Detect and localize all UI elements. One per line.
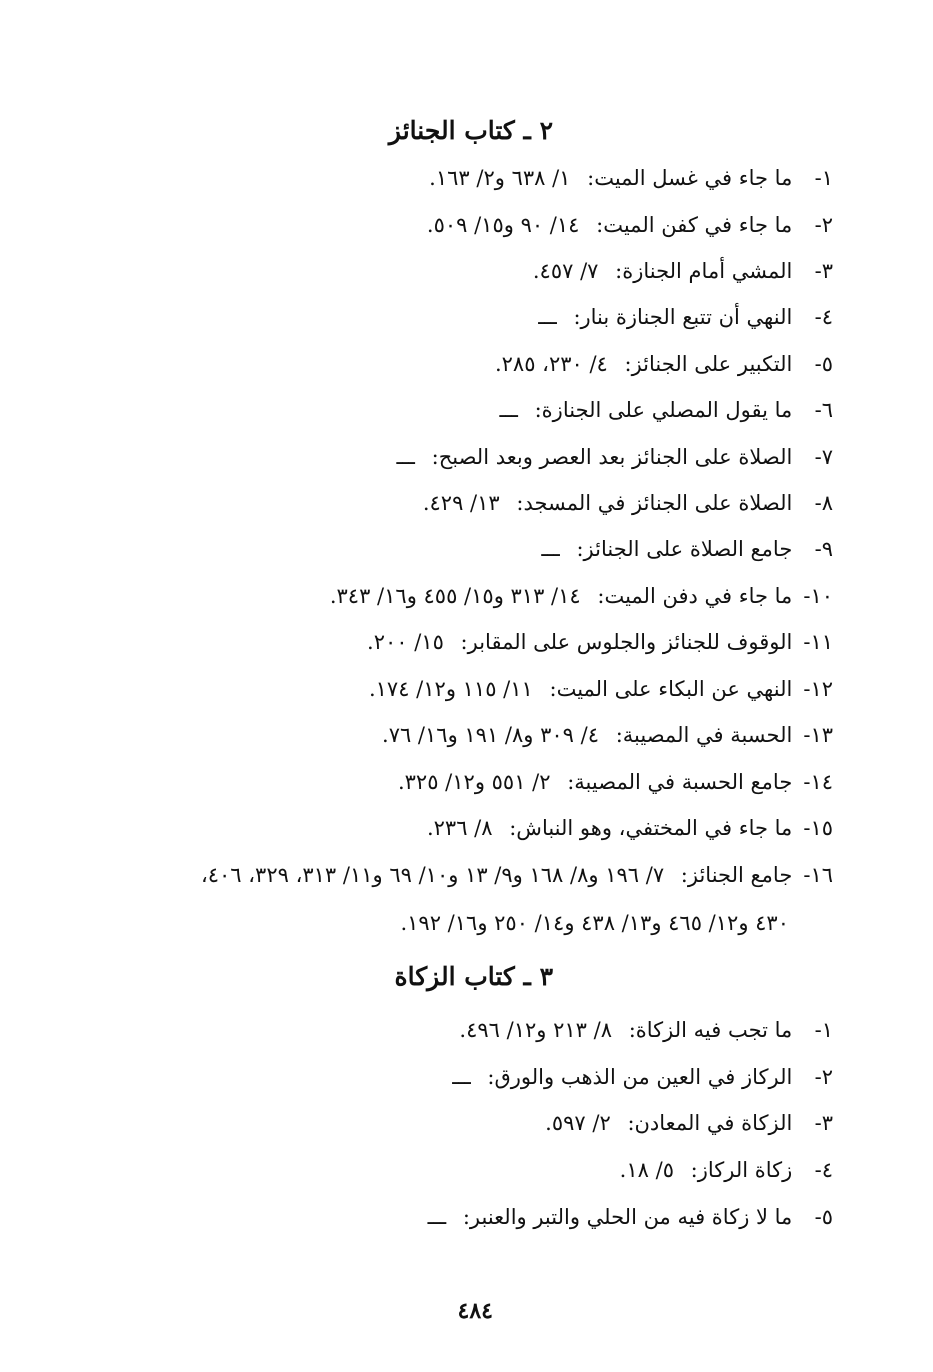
entry-number: ١٥- bbox=[803, 816, 833, 840]
entry-refs: ٨/ ٢١٣ و١٢/ ٤٩٦. bbox=[459, 1018, 612, 1042]
entry-refs: ـــ bbox=[541, 537, 560, 561]
entry-refs-continued: ٤٣٠ و١٢/ ٤٦٥ و١٣/ ٤٣٨ و١٤/ ٢٥٠ و١٦/ ١٩٢. bbox=[400, 911, 789, 935]
entry-funerals-5 bbox=[495, 352, 833, 377]
entry-refs: ٢/ ٥٩٧. bbox=[545, 1111, 611, 1135]
entry-number: ٤- bbox=[814, 1158, 833, 1182]
entry-number: ٨- bbox=[814, 491, 833, 515]
entry-number: ١١- bbox=[803, 630, 833, 654]
entry-number: ٣- bbox=[814, 259, 833, 283]
entry-funerals-16 bbox=[201, 863, 833, 888]
entry-funerals-7 bbox=[396, 445, 833, 470]
entry-zakat-2 bbox=[452, 1065, 833, 1090]
entry-funerals-14 bbox=[398, 770, 833, 795]
section-heading-zakat: ٣ ـ كتاب الزكاة bbox=[394, 962, 553, 991]
entry-title: المشي أمام الجنازة: bbox=[615, 259, 793, 283]
entry-funerals-6 bbox=[499, 398, 833, 423]
entry-title: النهي عن البكاء على الميت: bbox=[549, 677, 793, 701]
entry-title: الركاز في العين من الذهب والورق: bbox=[487, 1065, 793, 1089]
entry-title: ما جاء في المختفي، وهو النباش: bbox=[509, 816, 793, 840]
entry-title: الصلاة على الجنائز بعد العصر وبعد الصبح: bbox=[431, 445, 793, 469]
entry-title: ما جاء في دفن الميت: bbox=[597, 584, 793, 608]
entry-zakat-1 bbox=[459, 1018, 833, 1043]
entry-number: ٥- bbox=[814, 352, 833, 376]
entry-zakat-5 bbox=[428, 1205, 833, 1230]
entry-number: ٦- bbox=[814, 398, 833, 422]
entry-number: ١- bbox=[814, 166, 833, 190]
entry-refs: ـــ bbox=[396, 445, 415, 469]
entry-refs: ٧/ ١٩٦ و٨/ ١٦٨ و٩/ ١٣ و١٠/ ٦٩ و١١/ ٣١٣، ٣٢٩، ٤٠٦، bbox=[200, 863, 665, 887]
section-heading-funerals: ٢ ـ كتاب الجنائز bbox=[388, 116, 553, 145]
entry-number: ٧- bbox=[814, 445, 833, 469]
entry-title: زكاة الركاز: bbox=[690, 1158, 793, 1182]
entry-refs: ٧/ ٤٥٧. bbox=[532, 259, 599, 283]
entry-refs: ١٣/ ٤٢٩. bbox=[422, 491, 500, 515]
entry-funerals-13 bbox=[382, 723, 833, 748]
entry-funerals-12 bbox=[369, 677, 833, 702]
entry-title: ما يقول المصلي على الجنازة: bbox=[534, 398, 793, 422]
entry-number: ١- bbox=[814, 1018, 833, 1042]
entry-funerals-8 bbox=[423, 491, 833, 516]
entry-refs: ٨/ ٢٣٦. bbox=[426, 816, 493, 840]
entry-title: الحسبة في المصيبة: bbox=[615, 723, 793, 747]
entry-refs: ١٤/ ٣١٣ و١٥/ ٤٥٥ و١٦/ ٣٤٣. bbox=[329, 584, 581, 608]
entry-number: ٤- bbox=[814, 305, 833, 329]
entry-number: ١٦- bbox=[803, 863, 833, 887]
page-number: ٤٨٤ bbox=[457, 1298, 493, 1324]
entry-funerals-11 bbox=[367, 630, 833, 655]
entry-funerals-10 bbox=[330, 584, 833, 609]
entry-funerals-3 bbox=[533, 259, 833, 284]
entry-funerals-15 bbox=[427, 816, 833, 841]
entry-title: ما لا زكاة فيه من الحلي والتبر والعنبر: bbox=[462, 1205, 793, 1229]
entry-title: جامع الحسبة في المصيبة: bbox=[567, 770, 793, 794]
entry-funerals-1 bbox=[429, 166, 833, 191]
entry-number: ١٤- bbox=[803, 770, 833, 794]
entry-refs: ٤/ ٢٣٠، ٢٨٥. bbox=[494, 352, 608, 376]
entry-number: ٩- bbox=[814, 537, 833, 561]
entry-number: ١٣- bbox=[803, 723, 833, 747]
entry-title: الوقوف للجنائز والجلوس على المقابر: bbox=[460, 630, 793, 654]
entry-funerals-2 bbox=[427, 213, 833, 238]
entry-funerals-4 bbox=[538, 305, 833, 330]
entry-refs: ١٤/ ٩٠ و١٥/ ٥٠٩. bbox=[426, 213, 580, 237]
entry-number: ٢- bbox=[814, 213, 833, 237]
entry-refs: ٢/ ٥٥١ و١٢/ ٣٢٥. bbox=[397, 770, 551, 794]
entry-refs: ١/ ٦٣٨ و٢/ ١٦٣. bbox=[429, 166, 571, 190]
entry-refs: ١١/ ١١٥ و١٢/ ١٧٤. bbox=[368, 677, 533, 701]
entry-zakat-4 bbox=[620, 1158, 833, 1183]
entry-refs: ـــ bbox=[427, 1205, 447, 1229]
entry-refs: ـــ bbox=[452, 1065, 471, 1089]
entry-number: ٥- bbox=[814, 1205, 833, 1229]
entry-title: ما جاء في غسل الميت: bbox=[587, 166, 793, 190]
entry-refs: ٥/ ١٨. bbox=[619, 1158, 674, 1182]
entry-title: الصلاة على الجنائز في المسجد: bbox=[516, 491, 793, 515]
entry-title: ما تجب فيه الزكاة: bbox=[628, 1018, 793, 1042]
entry-number: ٢- bbox=[814, 1065, 833, 1089]
entry-refs: ٤/ ٣٠٩ و٨/ ١٩١ و١٦/ ٧٦. bbox=[382, 723, 600, 747]
entry-title: التكبير على الجنائز: bbox=[624, 352, 793, 376]
entry-refs: ١٥/ ٢٠٠. bbox=[367, 630, 444, 654]
entry-number: ١٠- bbox=[803, 584, 833, 608]
entry-title: النهي أن تتبع الجنازة بنار: bbox=[573, 305, 793, 329]
entry-title: الزكاة في المعادن: bbox=[627, 1111, 793, 1135]
entry-funerals-9 bbox=[541, 537, 833, 562]
entry-refs: ـــ bbox=[538, 305, 557, 329]
entry-funerals-16-continuation bbox=[400, 911, 833, 936]
entry-number: ٣- bbox=[814, 1111, 833, 1135]
entry-title: جامع الصلاة على الجنائز: bbox=[576, 537, 793, 561]
entry-refs: ـــ bbox=[499, 398, 518, 422]
entry-title: ما جاء في كفن الميت: bbox=[596, 213, 793, 237]
entry-number: ١٢- bbox=[803, 677, 833, 701]
entry-title: جامع الجنائز: bbox=[680, 863, 793, 887]
entry-zakat-3 bbox=[545, 1111, 833, 1136]
